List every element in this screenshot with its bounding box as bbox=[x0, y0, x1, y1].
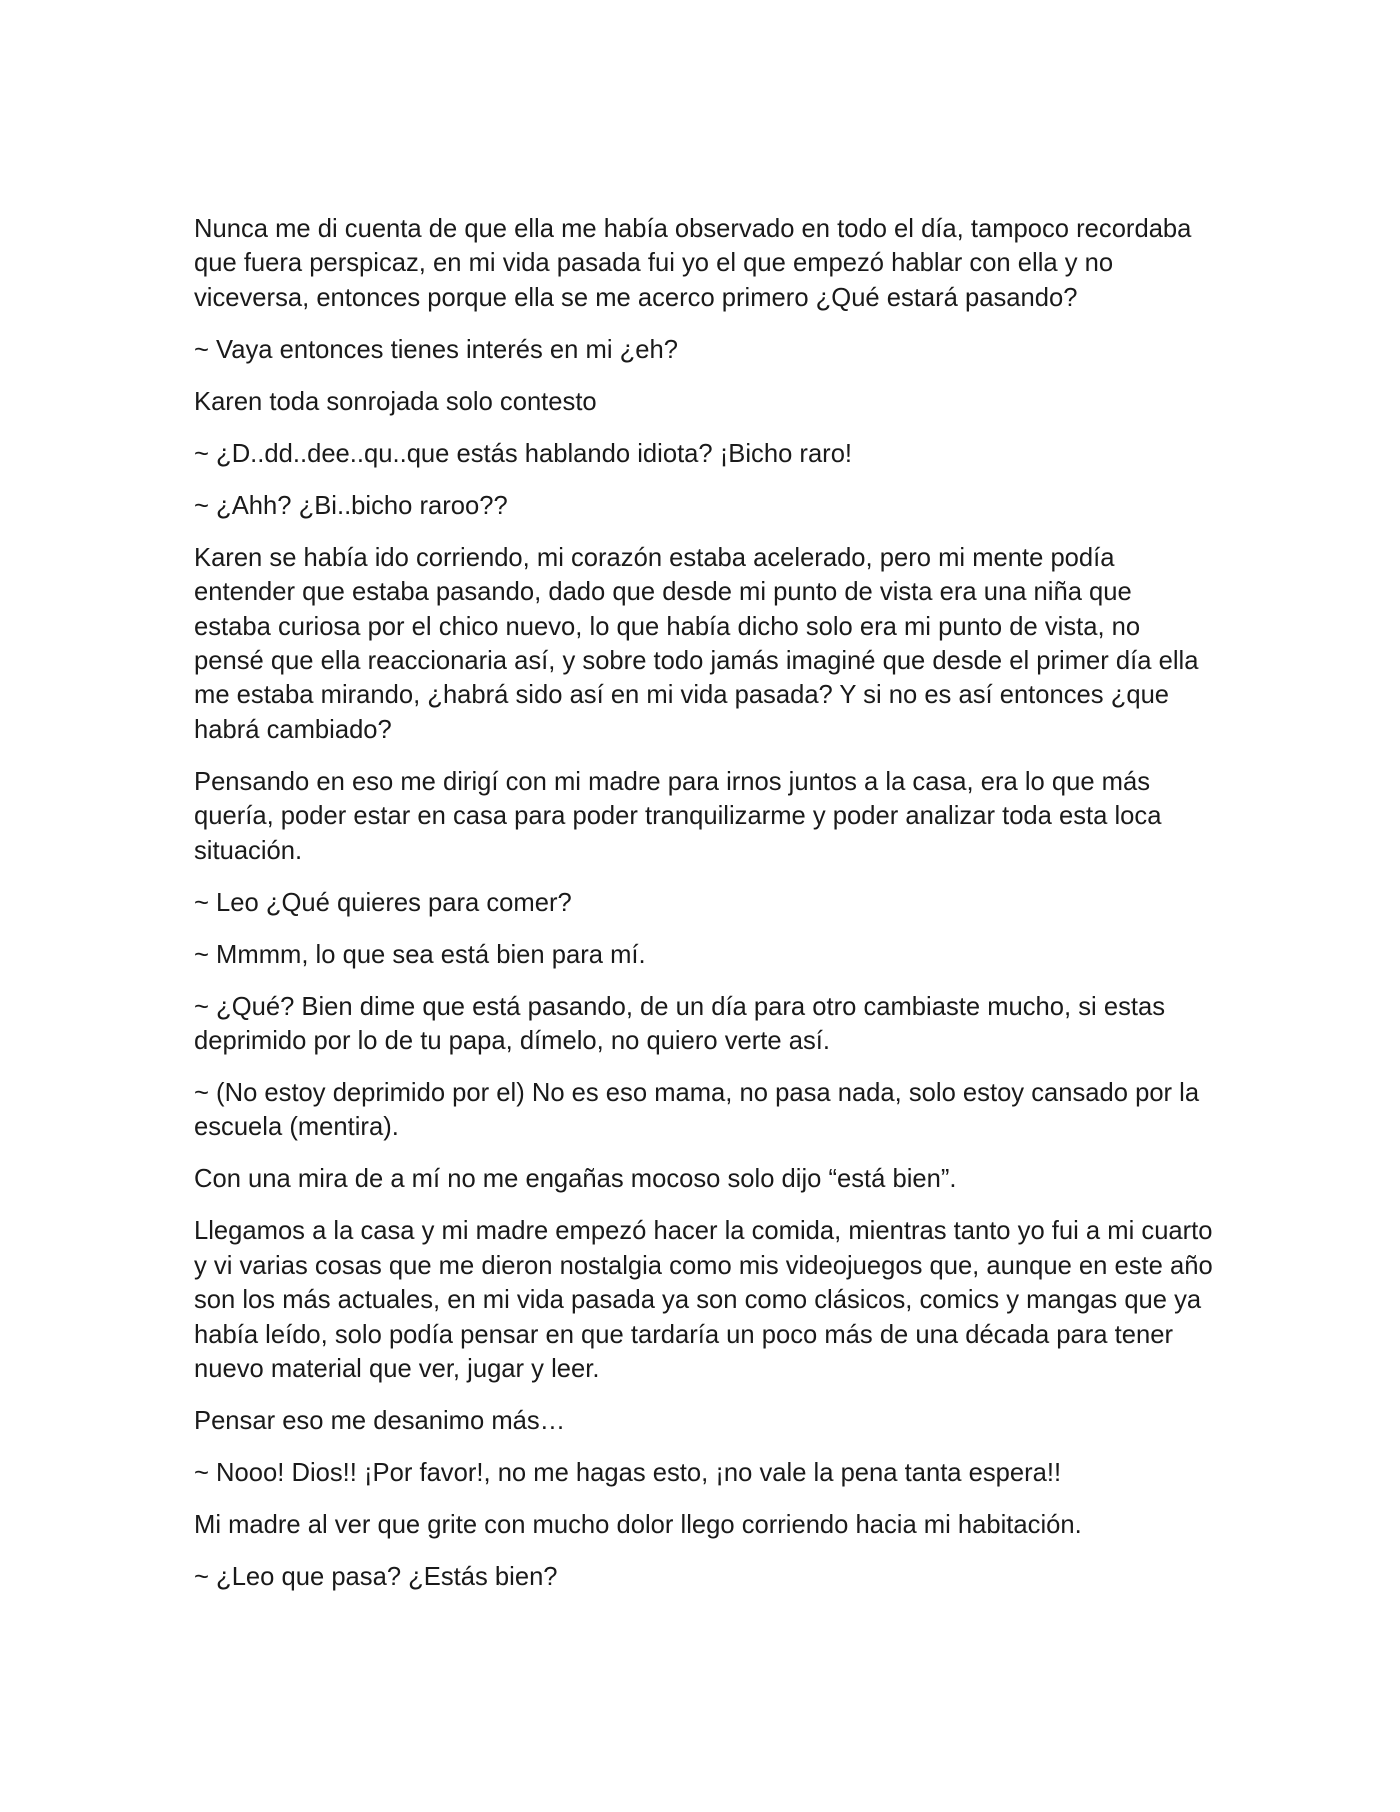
paragraph: Pensar eso me desanimo más… bbox=[194, 1407, 566, 1436]
dialogue-line: ~ Vaya entonces tienes interés en mi ¿eh? bbox=[194, 335, 678, 364]
paragraph: Pensando en eso me dirigí con mi madre para irnos juntos a la casa, era lo que más quería, poder estar en casa para poder tranquilizarme y poder analizar toda esta loca situación. bbox=[194, 767, 1162, 865]
dialogue-line: ~ ¿Leo que pasa? ¿Estás bien? bbox=[194, 1563, 558, 1592]
body-text bbox=[194, 212, 1214, 1612]
paragraph: Karen toda sonrojada solo contesto bbox=[194, 387, 597, 416]
dialogue-line: ~ Leo ¿Qué quieres para comer? bbox=[194, 888, 572, 917]
dialogue-line: ~ Mmmm, lo que sea está bien para mí. bbox=[194, 940, 646, 969]
paragraph: Nunca me di cuenta de que ella me había observado en todo el día, tampoco recordaba que fuera perspicaz, en mi vida pasada fui yo el que empezó hablar con ella y no viceversa, entonces porque ella se me acerco primero ¿Qué estará pasando? bbox=[194, 215, 1192, 312]
dialogue-line: ~ ¿D..dd..dee..qu..que estás hablando idiota? ¡Bicho raro! bbox=[194, 439, 853, 468]
dialogue-line: ~ ¿Qué? Bien dime que está pasando, de un día para otro cambiaste mucho, si estas deprimido por lo de tu papa, dímelo, no quiero verte así. bbox=[194, 992, 1166, 1056]
paragraph: Llegamos a la casa y mi madre empezó hacer la comida, mientras tanto yo fui a mi cuarto y vi varias cosas que me dieron nostalgia como mis videojuegos que, aunque en este año son los más actuales, en mi vida pasada ya son como clásicos, comics y mangas que ya había leído, solo podía pensar en que tardaría un poco más de una década para tener nuevo material que ver, jugar y leer. bbox=[194, 1217, 1213, 1384]
dialogue-line: ~ Nooo! Dios!! ¡Por favor!, no me hagas esto, ¡no vale la pena tanta espera!! bbox=[194, 1459, 1062, 1488]
dialogue-line: ~ (No estoy deprimido por el) No es eso mama, no pasa nada, solo estoy cansado por la escuela (mentira). bbox=[194, 1079, 1200, 1142]
paragraph: Mi madre al ver que grite con mucho dolor llego corriendo hacia mi habitación. bbox=[194, 1511, 1082, 1540]
paragraph: Karen se había ido corriendo, mi corazón estaba acelerado, pero mi mente podía entender que estaba pasando, dado que desde mi punto de vista era una niña que estaba curiosa por el chico nuevo, lo que había dicho solo era mi punto de vista, no pensé que ella reaccionaria así, y sobre todo jamás imaginé que desde el primer día ella me estaba mirando, ¿habrá sido así en mi vida pasada? Y si no es así entonces ¿que habrá cambiado? bbox=[194, 543, 1199, 744]
paragraph: Con una mira de a mí no me engañas mocoso solo dijo “está bien”. bbox=[194, 1165, 957, 1194]
dialogue-line: ~ ¿Ahh? ¿Bi..bicho raroo?? bbox=[194, 491, 508, 520]
